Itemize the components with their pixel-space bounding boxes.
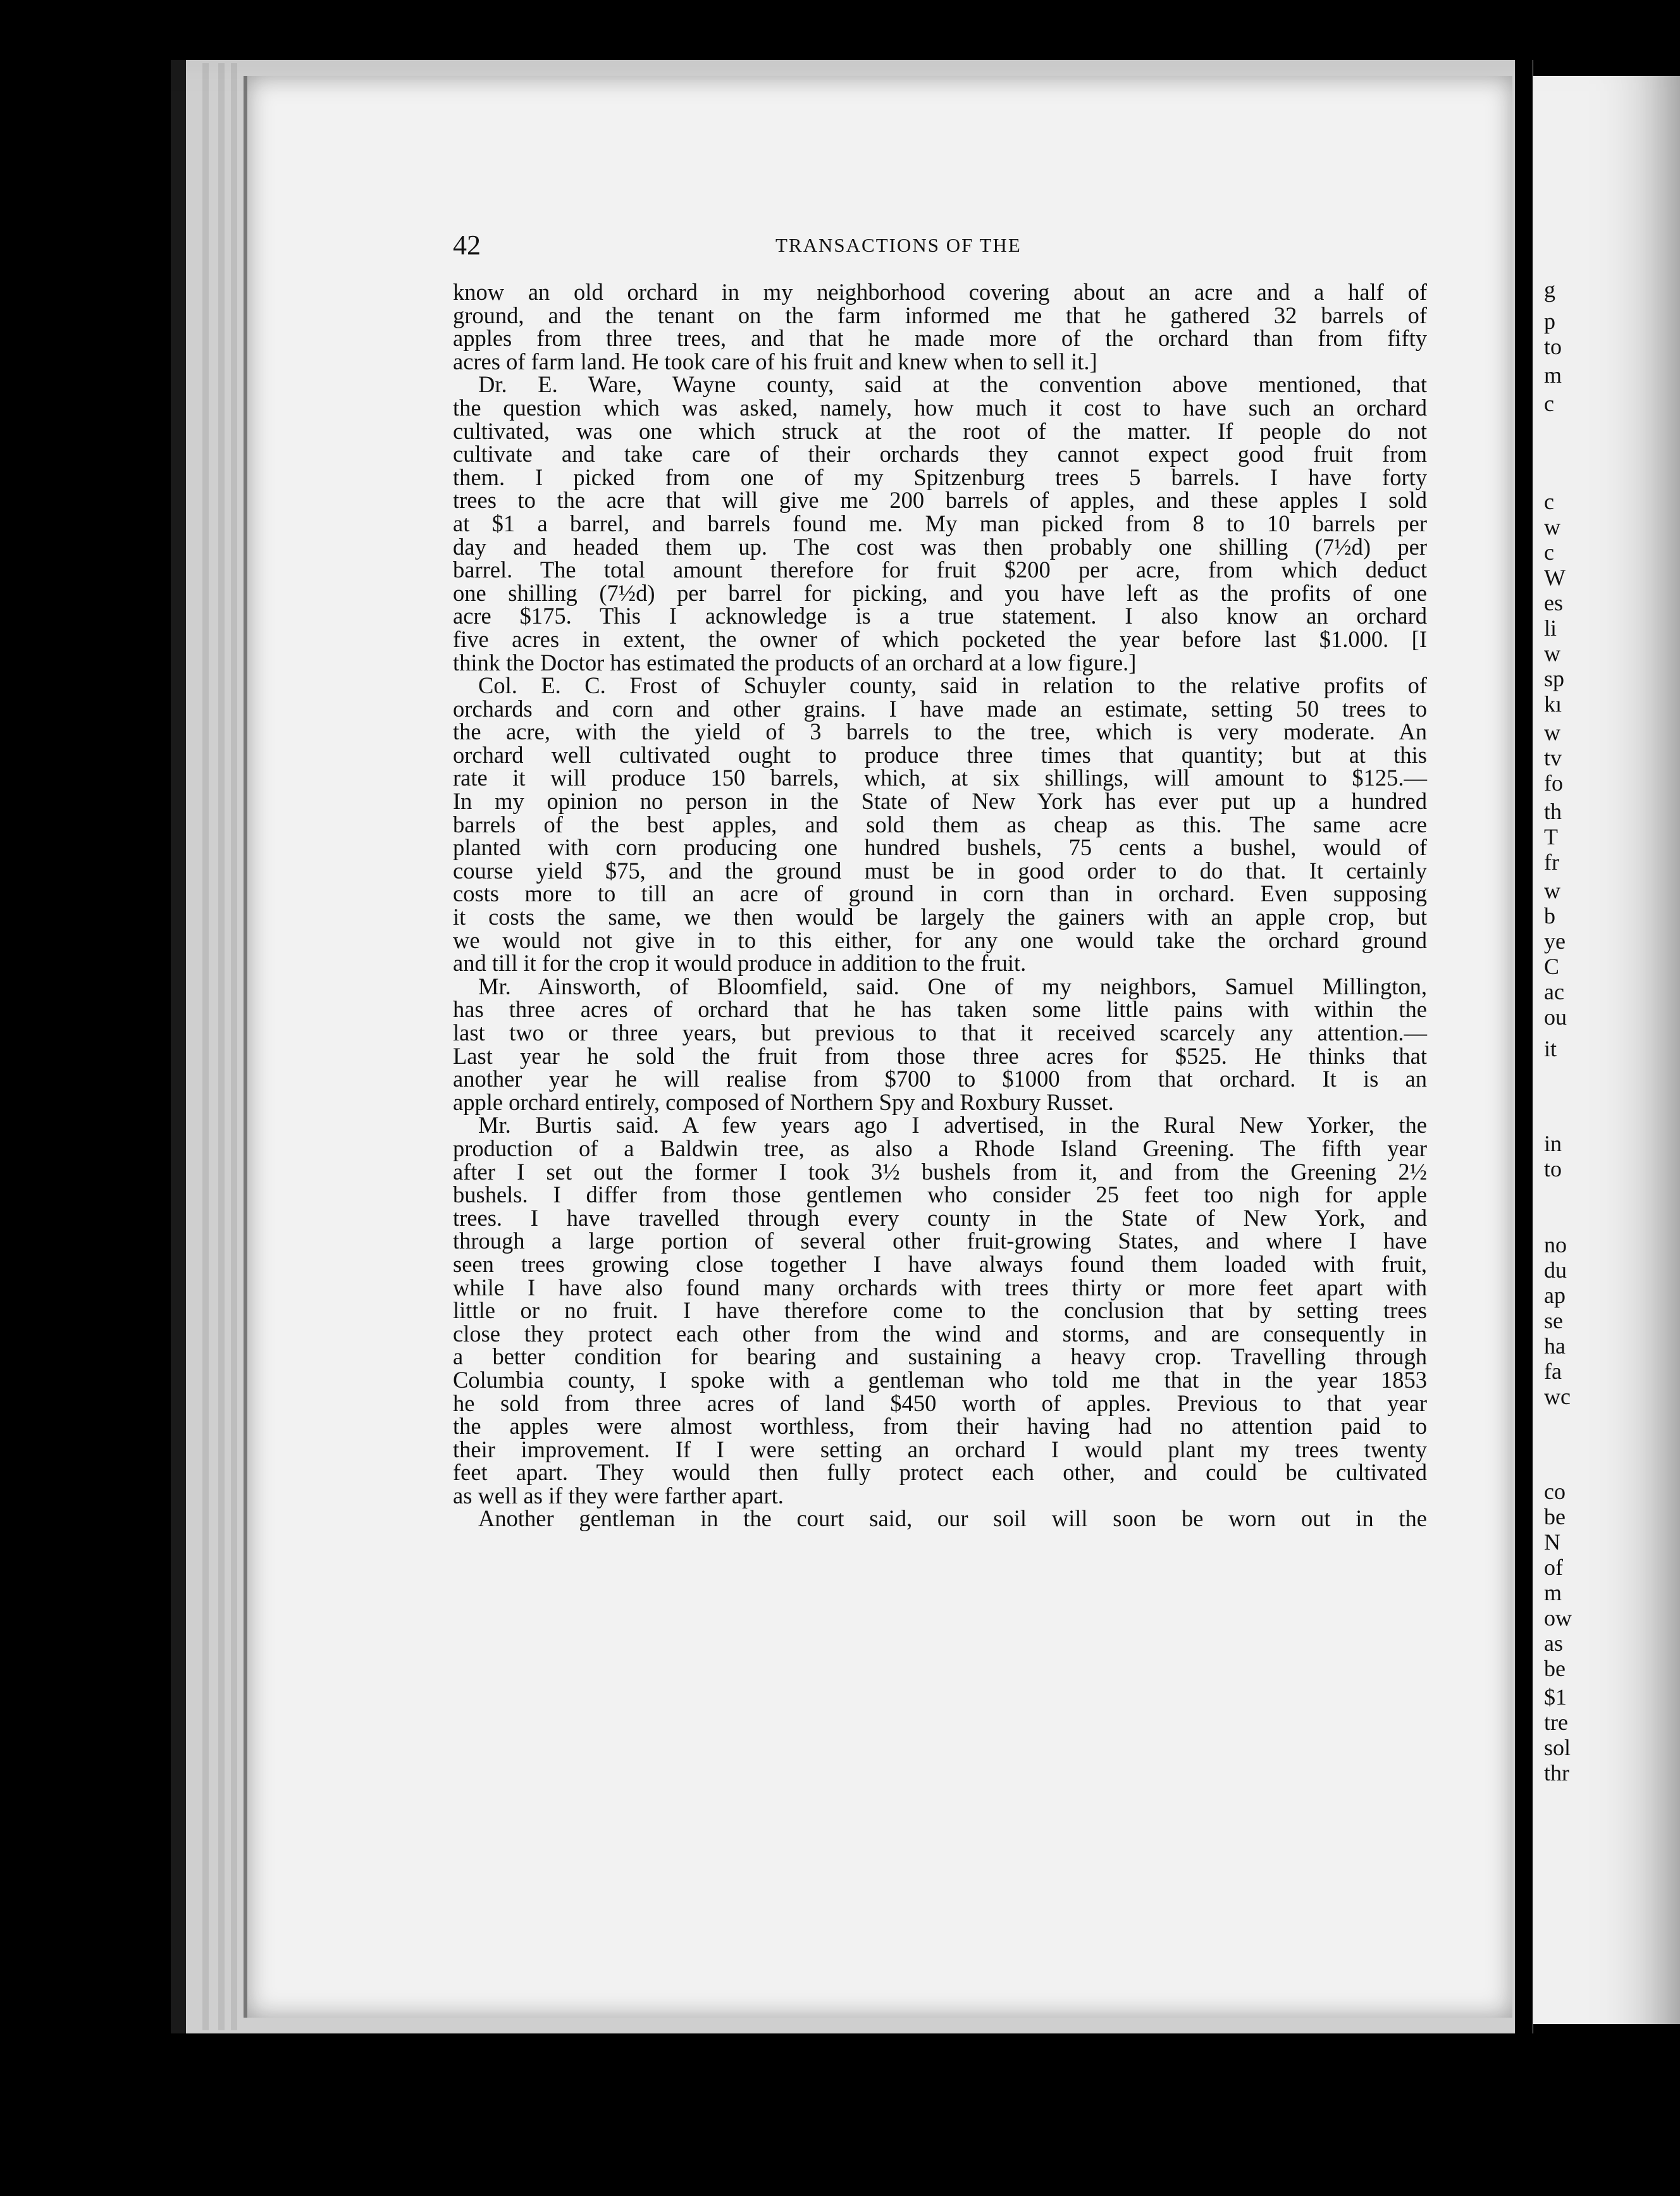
text-line: we would not give in to this either, for any one would take the orchard ground <box>453 927 1427 953</box>
text-line: apple orchard entirely, composed of Northern Spy and Roxbury Russet. <box>453 1089 1114 1115</box>
page-number: 42 <box>453 230 481 261</box>
text-line: orchards and corn and other grains. I have made an estimate, setting 50 trees to <box>453 695 1427 722</box>
text-line: the acre, with the yield of 3 barrels to the tree, which is very moderate. An <box>453 719 1427 745</box>
text-line: them. I picked from one of my Spitzenburg trees 5 barrels. I have forty <box>453 464 1427 490</box>
right-page-text-fragment: sp <box>1544 666 1565 691</box>
text-line: rate it will produce 150 barrels, which, at six shillings, will amount to $125.— <box>453 765 1427 791</box>
text-line: trees to the acre that will give me 200 barrels of apples, and these apples I sold <box>453 487 1427 514</box>
running-head: TRANSACTIONS OF THE <box>775 234 1022 256</box>
body-text <box>453 281 1427 1531</box>
right-page-text-fragment: c <box>1544 489 1554 514</box>
text-line: orchard well cultivated ought to produce three times that quantity; but at this <box>453 741 1427 768</box>
right-page-text-fragment: p <box>1544 309 1555 334</box>
right-page-text-fragment: ac <box>1544 979 1564 1004</box>
right-page-text-fragment: c <box>1544 540 1554 565</box>
right-page-text-fragment: ye <box>1544 928 1566 954</box>
right-page-text-fragment: li <box>1544 615 1557 641</box>
right-page-text-fragment: be <box>1544 1504 1566 1529</box>
right-page-text-fragment: c <box>1544 391 1554 416</box>
right-page-fragment <box>1533 76 1680 2024</box>
text-line: costs more to till an acre of ground in corn than in orchard. Even supposing <box>453 880 1427 907</box>
text-line: day and headed them up. The cost was then probably one shilling (7½d) per <box>453 533 1427 560</box>
text-line: while I have also found many orchards with trees thirty or more feet apart with <box>453 1274 1427 1300</box>
text-line: acre $175. This I acknowledge is a true statement. I also know an orchard <box>453 603 1427 629</box>
page-header <box>453 229 1427 261</box>
page-edge <box>202 63 209 2030</box>
text-line: seen trees growing close together I have always found them loaded with fruit, <box>453 1250 1427 1277</box>
right-page-text-fragment: kı <box>1544 691 1562 717</box>
text-line: Last year he sold the fruit from those three acres for $525. He thinks that <box>453 1042 1427 1069</box>
text-line: apples from three trees, and that he made more of the orchard than from fifty <box>453 325 1427 352</box>
text-line: barrels of the best apples, and sold them as cheap as this. The same acre <box>453 811 1427 837</box>
text-line: think the Doctor has estimated the products of an orchard at a low figure.] <box>453 649 1137 675</box>
text-line: barrel. The total amount therefore for fruit $200 per acre, from which deduct <box>453 557 1427 583</box>
right-page-text-fragment: ow <box>1544 1605 1572 1631</box>
text-line: acres of farm land. He took care of his fruit and knew when to sell it.] <box>453 348 1097 374</box>
text-line: a better condition for bearing and sustaining a heavy crop. Travelling through <box>453 1343 1427 1370</box>
right-page-text-fragment: tre <box>1544 1710 1568 1735</box>
right-page-text-fragment: fa <box>1544 1359 1562 1384</box>
right-page-text-fragment: ap <box>1544 1283 1566 1308</box>
right-page-text-fragment: ha <box>1544 1333 1566 1359</box>
right-page-text-fragment: g <box>1544 277 1555 302</box>
right-page-text-fragment: w <box>1544 641 1560 666</box>
text-line: Dr. E. Ware, Wayne county, said at the convention above mentioned, that <box>478 371 1427 398</box>
text-line: planted with corn producing one hundred bushels, 75 cents a bushel, would of <box>453 834 1427 861</box>
text-line: another year he will realise from $700 to $1000 from that orchard. It is an <box>453 1066 1427 1092</box>
right-page-text-fragment: C <box>1544 954 1560 979</box>
text-line: after I set out the former I took 3½ bushels from it, and from the Greening 2½ <box>453 1158 1427 1185</box>
page-edge <box>218 63 225 2030</box>
text-line: and till it for the crop it would produce in addition to the fruit. <box>453 950 1027 977</box>
right-page-text-fragment: of <box>1544 1555 1563 1580</box>
right-page-text-fragment: b <box>1544 903 1555 928</box>
right-page-text-fragment: to <box>1544 334 1562 359</box>
text-line: one shilling (7½d) per barrel for picking, and you have left as the profits of one <box>453 579 1427 606</box>
right-page-text-fragment: $1 <box>1544 1684 1567 1710</box>
right-page-text-fragment: w <box>1544 514 1560 540</box>
right-page-text-fragment: T <box>1544 824 1558 849</box>
text-line: cultivated, was one which struck at the root of the matter. If people do not <box>453 417 1427 444</box>
right-page-text-fragment: co <box>1544 1479 1566 1504</box>
right-page-text-fragment: W <box>1544 565 1566 590</box>
right-page-text-fragment: se <box>1544 1308 1563 1333</box>
right-page-text-fragment: m <box>1544 1580 1562 1605</box>
text-line: he sold from three acres of land $450 worth of apples. Previous to that year <box>453 1390 1427 1416</box>
right-page-text-fragment: in <box>1544 1131 1562 1156</box>
right-page-text-fragment: be <box>1544 1656 1566 1681</box>
text-line: has three acres of orchard that he has taken some little pains with within the <box>453 996 1427 1023</box>
text-line: ground, and the tenant on the farm informed me that he gathered 32 barrels of <box>453 302 1427 328</box>
right-page-text-fragment: w <box>1544 720 1560 745</box>
text-line: Col. E. C. Frost of Schuyler county, said in relation to the relative profits of <box>478 672 1427 699</box>
text-line: production of a Baldwin tree, as also a Rhode Island Greening. The fifth year <box>453 1135 1427 1161</box>
text-line: five acres in extent, the owner of which pocketed the year before last $1.000. [I <box>453 626 1427 652</box>
text-line: the apples were almost worthless, from their having had no attention paid to <box>453 1413 1427 1440</box>
right-page-text-fragment: wc <box>1544 1384 1571 1409</box>
right-page-text-fragment: no <box>1544 1232 1567 1257</box>
right-page-text-fragment: m <box>1544 362 1562 388</box>
text-line: it costs the same, we then would be largely the gainers with an apple crop, but <box>453 904 1427 930</box>
right-page-text-fragment: as <box>1544 1631 1563 1656</box>
text-line: bushels. I differ from those gentlemen who consider 25 feet too nigh for apple <box>453 1181 1427 1208</box>
text-line: Mr. Ainsworth, of Bloomfield, said. One of my neighbors, Samuel Millington, <box>478 973 1427 999</box>
text-line: close they protect each other from the wind and storms, and are consequently in <box>453 1320 1427 1347</box>
page-edge <box>231 63 237 2030</box>
right-page-text-fragment: fr <box>1544 849 1559 875</box>
right-page-text-fragment: es <box>1544 590 1563 615</box>
text-line: Columbia county, I spoke with a gentleman who told me that in the year 1853 <box>453 1366 1427 1393</box>
right-page-text-fragment: ou <box>1544 1004 1567 1030</box>
text-line: feet apart. They would then fully protect each other, and could be cultivated <box>453 1459 1427 1486</box>
text-line: at $1 a barrel, and barrels found me. My man picked from 8 to 10 barrels per <box>453 510 1427 536</box>
right-page-text-fragment: it <box>1544 1036 1557 1061</box>
right-page-text-fragment: tv <box>1544 745 1562 770</box>
text-line: cultivate and take care of their orchards they cannot expect good fruit from <box>453 441 1427 467</box>
right-page-text-fragment: du <box>1544 1257 1567 1283</box>
text-line: the question which was asked, namely, how much it cost to have such an orchard <box>453 394 1427 421</box>
text-line: know an old orchard in my neighborhood covering about an acre and a half of <box>453 279 1427 305</box>
right-page-text-fragment: to <box>1544 1156 1562 1181</box>
text-line: their improvement. If I were setting an orchard I would plant my trees twenty <box>453 1436 1427 1462</box>
right-page-text-fragment: w <box>1544 878 1560 903</box>
right-page-text-fragment: fo <box>1544 770 1563 796</box>
text-line: In my opinion no person in the State of New York has ever put up a hundred <box>453 788 1427 815</box>
text-line: little or no fruit. I have therefore come to the conclusion that by setting trees <box>453 1297 1427 1324</box>
book-gutter <box>1515 44 1533 2144</box>
text-line: last two or three years, but previous to that it received scarcely any attention.— <box>453 1020 1427 1046</box>
text-line: trees. I have travelled through every county in the State of New York, and <box>453 1204 1427 1231</box>
text-line: Mr. Burtis said. A few years ago I advertised, in the Rural New Yorker, the <box>478 1112 1427 1138</box>
text-line: course yield $75, and the ground must be in good order to do that. It certainly <box>453 857 1427 884</box>
right-page-text-fragment: thr <box>1544 1760 1569 1786</box>
text-line: as well as if they were farther apart. <box>453 1482 784 1508</box>
right-page-text-fragment: th <box>1544 799 1562 824</box>
right-page-text-fragment: N <box>1544 1529 1560 1555</box>
right-page-text-fragment: sol <box>1544 1735 1571 1760</box>
text-line: Another gentleman in the court said, our soil will soon be worn out in the <box>478 1505 1427 1532</box>
text-line: through a large portion of several other fruit-growing States, and where I have <box>453 1228 1427 1254</box>
